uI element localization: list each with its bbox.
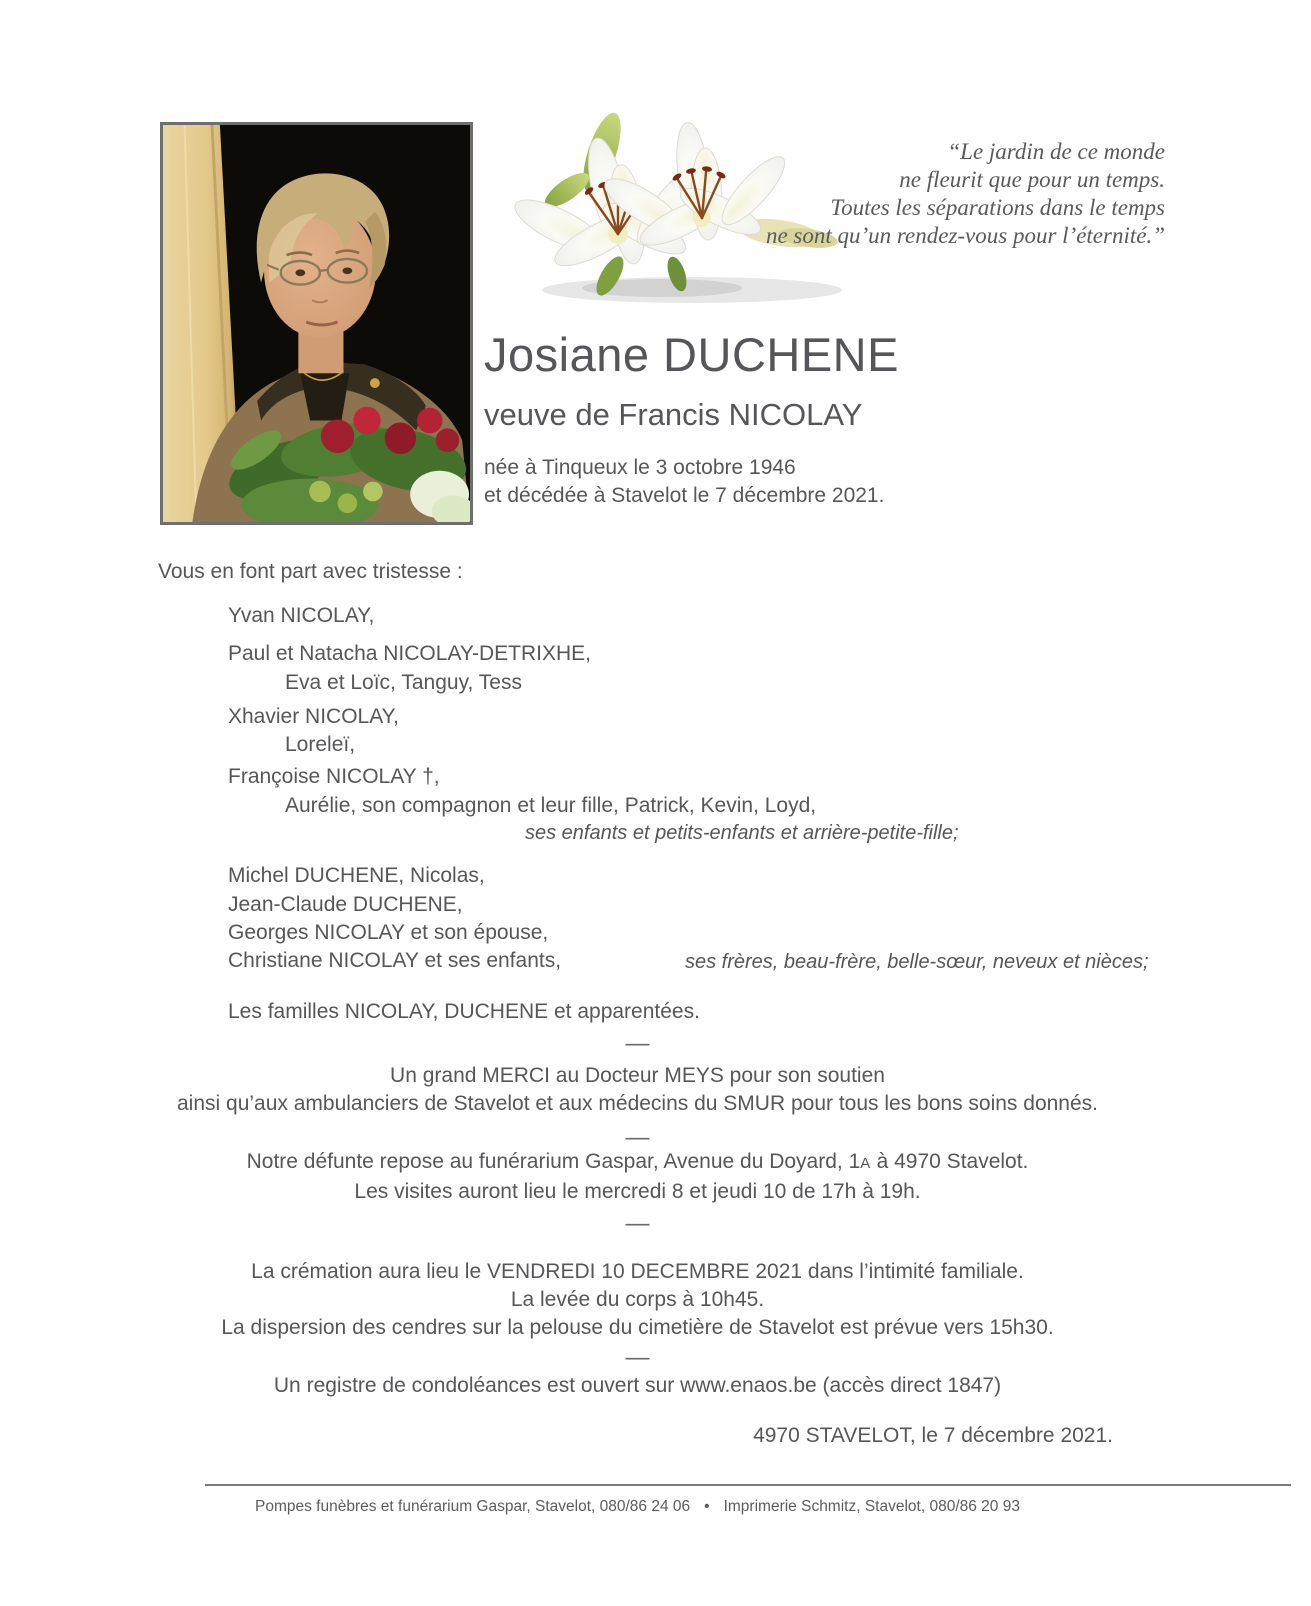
footer-divider [205,1484,1291,1486]
quote-line: ne fleurit que pour un temps. [899,167,1165,192]
footer-bullet: • [704,1498,710,1515]
family-member: Aurélie, son compagnon et leur fille, Patrick, Kevin, Loyd, [285,794,817,817]
memorial-quote [705,138,1165,250]
family-member: Eva et Loïc, Tanguy, Tess [285,671,522,694]
deceased-relation: veuve de Francis NICOLAY [484,397,863,432]
deceased-name: Josiane DUCHENE [484,328,899,381]
visits-line: Les visites auront lieu le mercredi 8 et jeudi 10 de 17h à 19h. [354,1180,921,1203]
place-date-signature: 4970 STAVELOT, le 7 décembre 2021. [753,1424,1113,1447]
section-separator: — [625,1344,650,1371]
footer-printer: Imprimerie Schmitz, Stavelot, 080/86 20 93 [723,1498,1020,1515]
family-member: Paul et Natacha NICOLAY-DETRIXHE, [228,642,591,665]
death-line: et décédée à Stavelot le 7 décembre 2021. [484,484,885,507]
portrait-illustration [163,125,470,522]
section-separator: — [625,1210,650,1237]
repose-line-post: à 4970 Stavelot. [870,1150,1029,1173]
family-member: Jean-Claude DUCHENE, [228,893,463,916]
family-member: Loreleï, [285,733,356,756]
families-line: Les familles NICOLAY, DUCHENE et apparentées. [228,1000,700,1023]
portrait-photo [160,122,473,525]
family-member: Georges NICOLAY et son épouse, [228,921,549,944]
quote-line: ne sont qu’un rendez-vous pour l’éternité.” [765,223,1165,248]
cremation-line: La levée du corps à 10h45. [510,1288,765,1311]
repose-line-smallcap: A [860,1155,871,1172]
thanks-line: Un grand MERCI au Docteur MEYS pour son soutien [390,1064,885,1087]
family-member: Christiane NICOLAY et ses enfants, [228,949,562,972]
birth-line: née à Tinqueux le 3 octobre 1946 [484,456,796,479]
relationship-note: ses frères, beau-frère, belle-sœur, neveux et nièces; [685,951,1149,973]
repose-line-pre: Notre défunte repose au funérarium Gaspar, Avenue du Doyard, 1 [246,1150,861,1173]
register-section [105,1372,1170,1400]
footer [105,1498,1170,1516]
relationship-note: ses enfants et petits-enfants et arrière-petite-fille; [525,822,959,844]
announcement-intro: Vous en font part avec tristesse : [158,560,463,583]
thanks-line: ainsi qu’aux ambulanciers de Stavelot et aux médecins du SMUR pour tous les bons soins donnés. [176,1092,1099,1115]
quote-line: Toutes les séparations dans le temps [830,195,1165,220]
deceased-block [484,330,1164,510]
repose-line [105,1148,1170,1178]
cremation-line: La crémation aura lieu le VENDREDI 10 DECEMBRE 2021 dans l’intimité familiale. [251,1260,1024,1283]
family-member: Yvan NICOLAY, [228,604,375,627]
quote-line: “Le jardin de ce monde [947,139,1165,164]
family-member: Xhavier NICOLAY, [228,705,399,728]
section-separator: — [625,1030,650,1057]
register-line: Un registre de condoléances est ouvert sur www.enaos.be (accès direct 1847) [273,1374,1002,1397]
cremation-line: La dispersion des cendres sur la pelouse du cimetière de Stavelot est prévue vers 15h30. [221,1316,1054,1339]
cremation-section [105,1258,1170,1342]
repose-section [105,1148,1170,1206]
family-member: Michel DUCHENE, Nicolas, [228,864,485,887]
thanks-section [105,1062,1170,1118]
section-separator: — [625,1124,650,1151]
deceased-dates [484,454,1164,510]
family-member: Françoise NICOLAY †, [228,765,440,788]
footer-funeral-home: Pompes funèbres et funérarium Gaspar, Stavelot, 080/86 24 06 [255,1498,691,1515]
